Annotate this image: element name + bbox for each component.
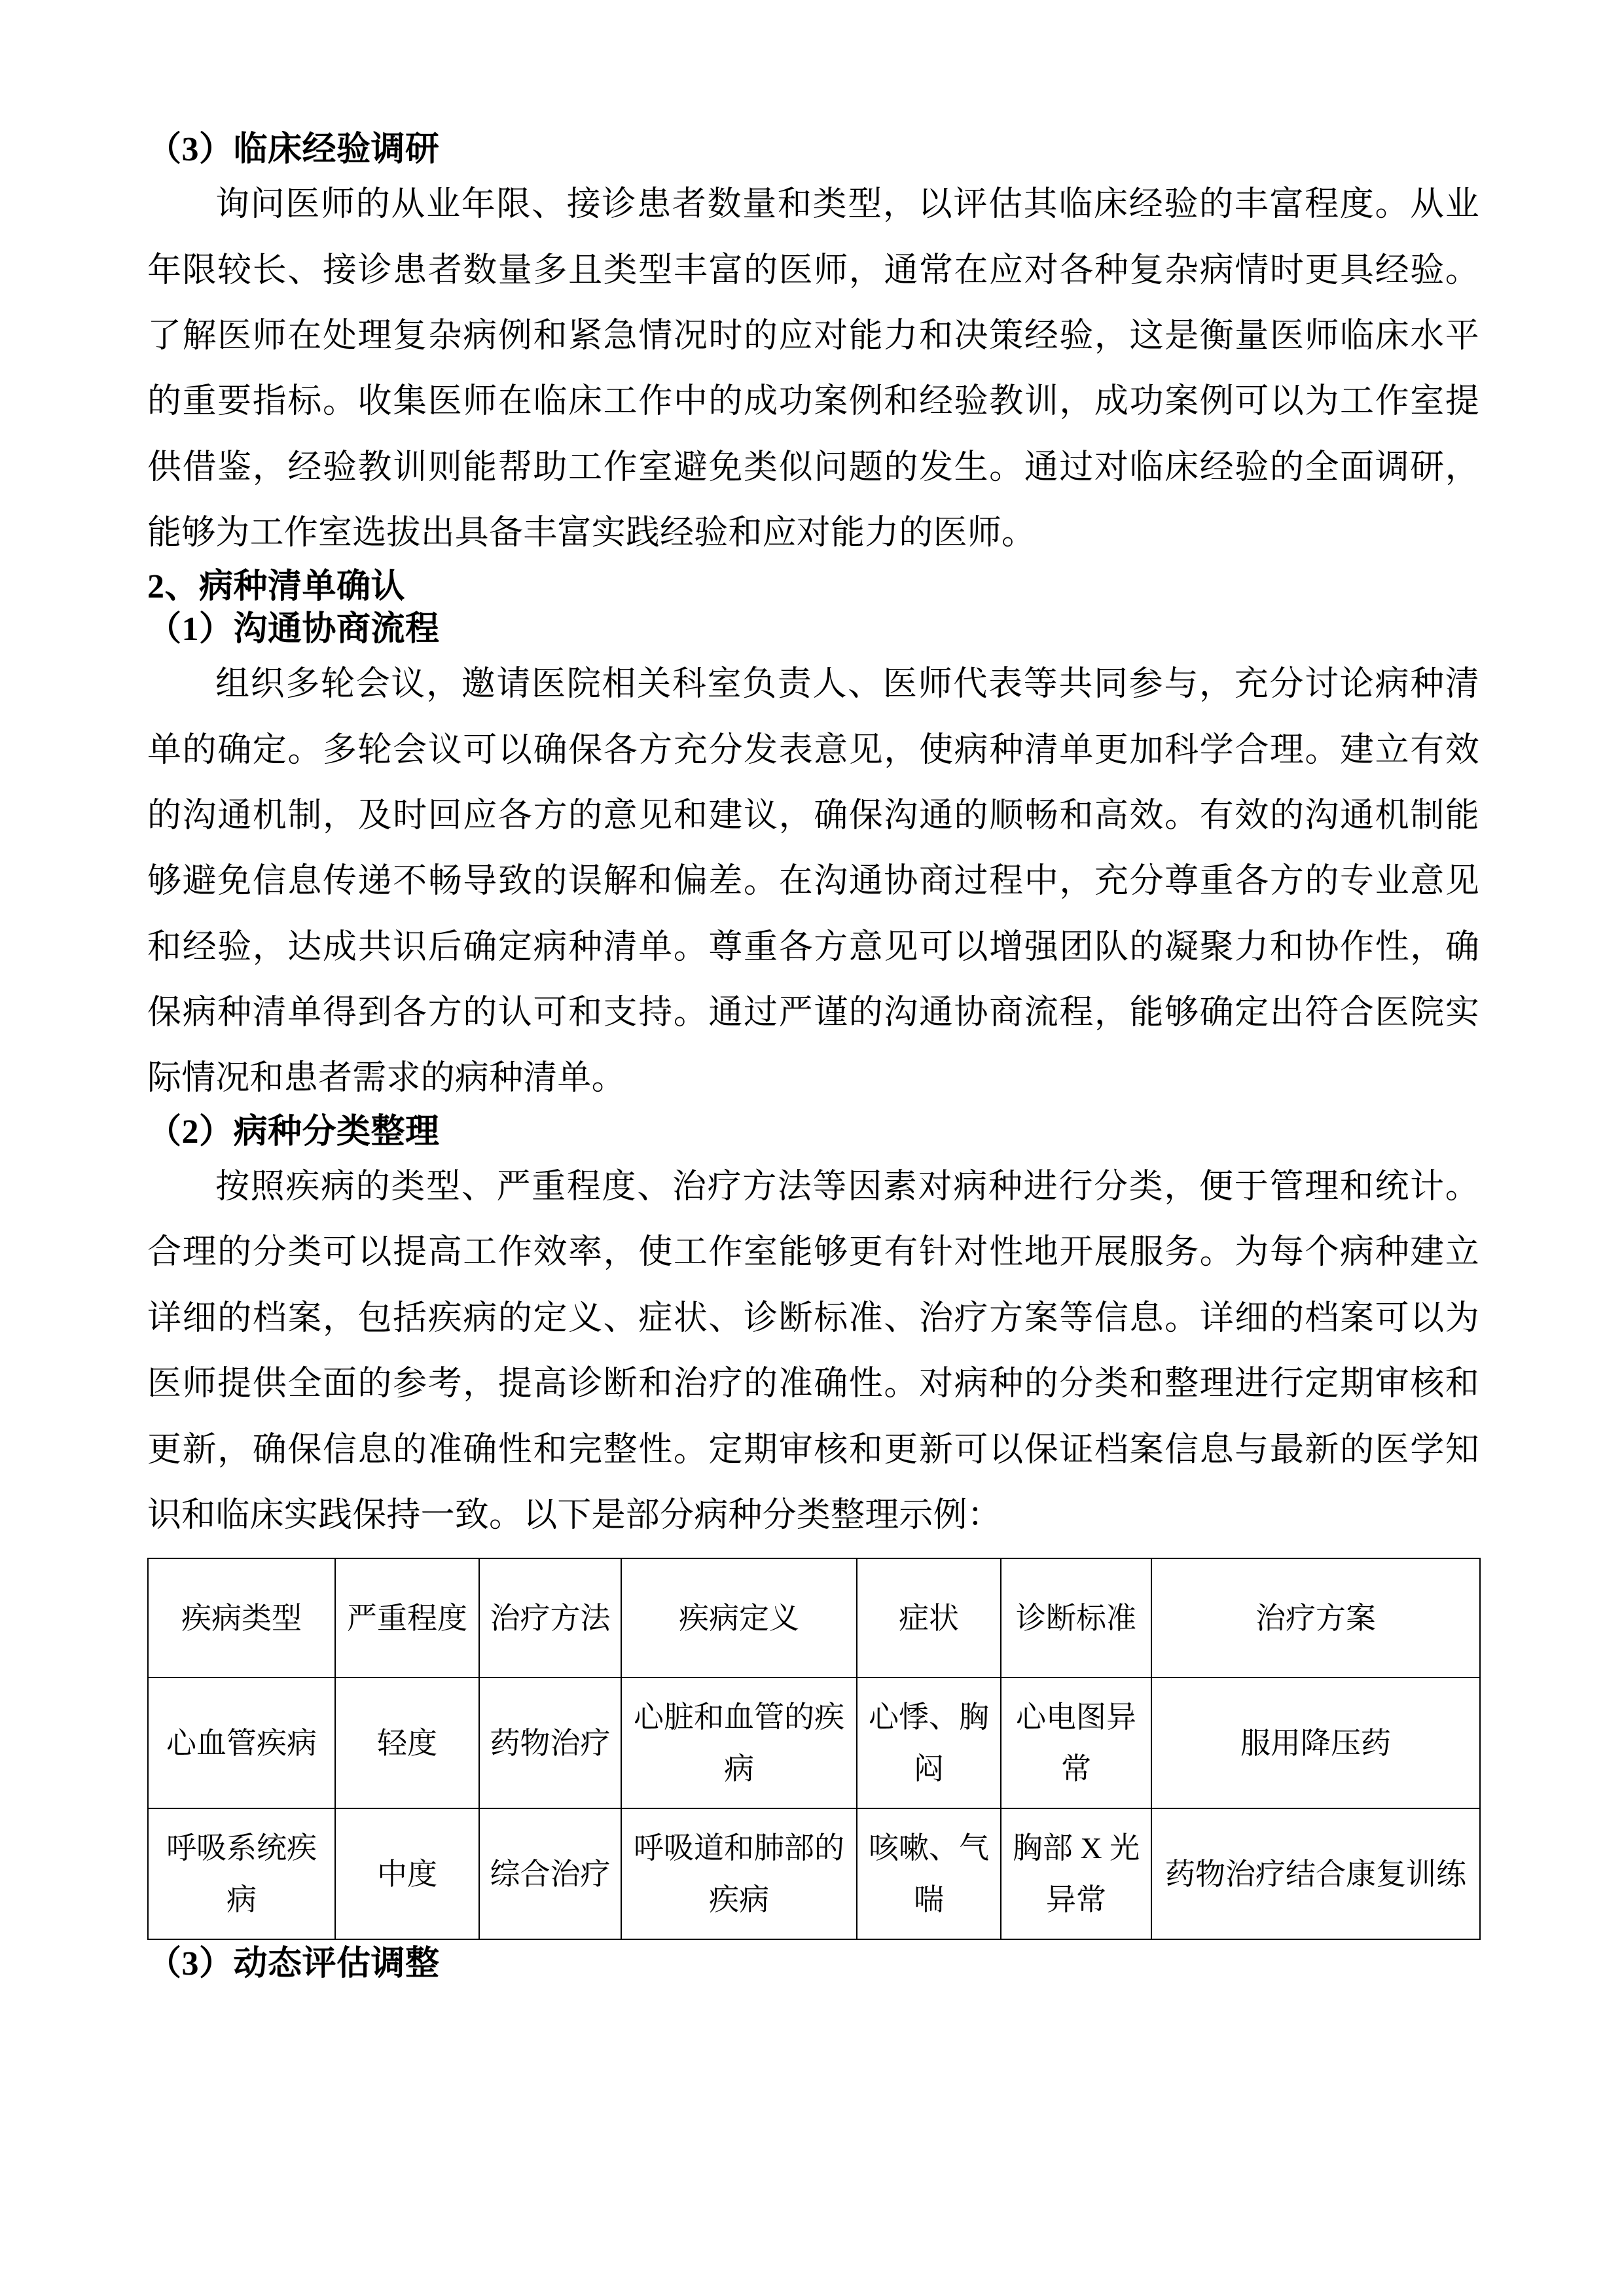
table-header-disease-type: 疾病类型 (148, 1558, 335, 1677)
heading-disease-classification-organization: （2）病种分类整理 (147, 1113, 440, 1151)
paragraph-communication-negotiation-process: 组织多轮会议，邀请医院相关科室负责人、医师代表等共同参与，充分讨论病种清单的确定。多轮会议可以确保各方充分发表意见，使病种清单更加科学合理。建立有效的沟通机制，及时回应各方的意见和建议，确保沟通的顺畅和高效。有效的沟通机制能够避免信息传递不畅导致的误解和偏差。在沟通协商过程中，充分尊重各方的专业意见和经验，达成共识后确定病种清单。尊重各方意见可以增强团队的凝聚力和协作性，确保病种清单得到各方的认可和支持。通过严谨的沟通协商流程，能够确定出符合医院实际情况和患者需求的病种清单。 (147, 666, 1479, 1098)
cell-symptoms: 咳嗽、气喘 (857, 1808, 1001, 1939)
paragraph-clinical-experience-survey: 询问医师的从业年限、接诊患者数量和类型，以评估其临床经验的丰富程度。从业年限较长、接诊患者数量多且类型丰富的医师，通常在应对各种复杂病情时更具经验。了解医师在处理复杂病例和紧急情况时的应对能力和决策经验，这是衡量医师临床水平的重要指标。收集医师在临床工作中的成功案例和经验教训，成功案例可以为工作室提供借鉴，经验教训则能帮助工作室避免类似问题的发生。通过对临床经验的全面调研，能够为工作室选拔出具备丰富实践经验和应对能力的医师。 (147, 186, 1479, 552)
disease-classification-table (147, 1558, 1481, 1940)
cell-definition: 呼吸道和肺部的疾病 (621, 1808, 857, 1939)
heading-dynamic-assessment-adjustment: （3）动态评估调整 (147, 1945, 440, 1983)
cell-diagnostic-criteria: 胸部 X 光异常 (1001, 1808, 1151, 1939)
cell-treatment-method: 综合治疗 (479, 1808, 621, 1939)
heading-clinical-experience-survey: （3）临床经验调研 (147, 131, 440, 168)
cell-severity: 中度 (335, 1808, 479, 1939)
table-header-diagnostic-criteria: 诊断标准 (1001, 1558, 1151, 1677)
cell-severity: 轻度 (335, 1677, 479, 1808)
heading-communication-negotiation-process: （1）沟通协商流程 (147, 610, 440, 648)
table-header-symptoms: 症状 (857, 1558, 1001, 1677)
table-header-definition: 疾病定义 (621, 1558, 857, 1677)
table-row (148, 1808, 1480, 1939)
cell-treatment-method: 药物治疗 (479, 1677, 621, 1808)
table-header-treatment-plan: 治疗方案 (1151, 1558, 1480, 1677)
paragraph-disease-classification-organization: 按照疾病的类型、严重程度、治疗方法等因素对病种进行分类，便于管理和统计。合理的分类可以提高工作效率，使工作室能够更有针对性地开展服务。为每个病种建立详细的档案，包括疾病的定义、症状、诊断标准、治疗方案等信息。详细的档案可以为医师提供全面的参考，提高诊断和治疗的准确性。对病种的分类和整理进行定期审核和更新，确保信息的准确性和完整性。定期审核和更新可以保证档案信息与最新的医学知识和临床实践保持一致。以下是部分病种分类整理示例： (147, 1168, 1479, 1534)
table-row (148, 1677, 1480, 1808)
cell-treatment-plan: 服用降压药 (1151, 1677, 1480, 1808)
cell-treatment-plan: 药物治疗结合康复训练 (1151, 1808, 1480, 1939)
cell-disease-type: 呼吸系统疾病 (148, 1808, 335, 1939)
cell-symptoms: 心悸、胸闷 (857, 1677, 1001, 1808)
table-header-treatment-method: 治疗方法 (479, 1558, 621, 1677)
table-header-row (148, 1558, 1480, 1677)
document-body (147, 130, 1479, 1984)
table-header-severity: 严重程度 (335, 1558, 479, 1677)
cell-diagnostic-criteria: 心电图异常 (1001, 1677, 1151, 1808)
cell-definition: 心脏和血管的疾病 (621, 1677, 857, 1808)
heading-disease-list-confirmation: 2、病种清单确认 (147, 567, 406, 605)
cell-disease-type: 心血管疾病 (148, 1677, 335, 1808)
